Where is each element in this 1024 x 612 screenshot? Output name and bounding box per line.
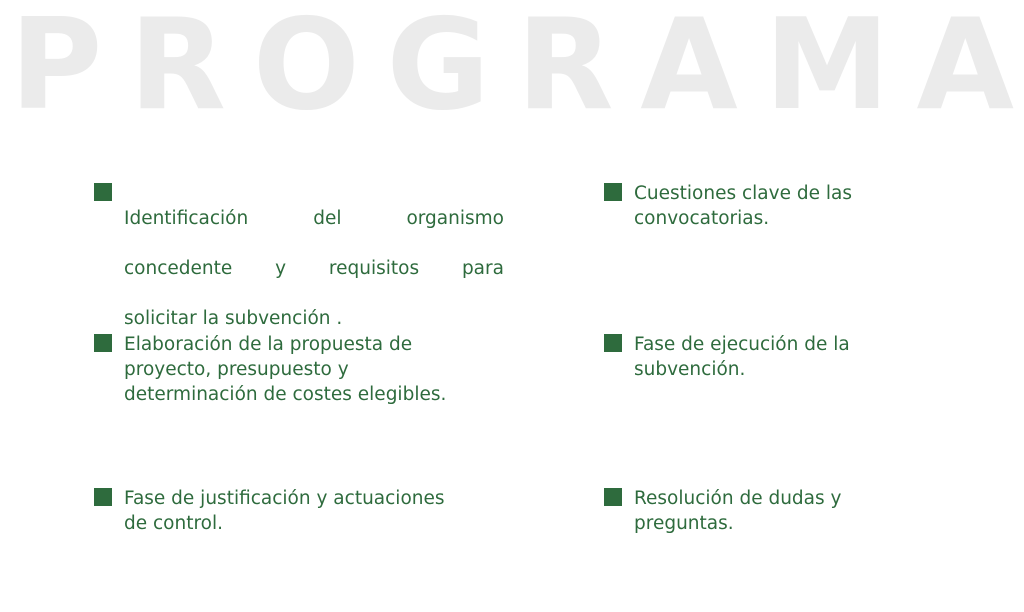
- square-bullet-icon: [94, 488, 112, 506]
- text-line: solicitar la subvención .: [124, 308, 343, 329]
- program-item-3: [94, 332, 446, 407]
- title-letter: R: [129, 0, 227, 138]
- text-line: [124, 256, 504, 281]
- word: requisitos: [328, 258, 420, 279]
- program-item-text: Fase de ejecución de la subvención.: [634, 334, 850, 380]
- word: para: [461, 258, 504, 279]
- title-letter: A: [916, 0, 1014, 138]
- program-item-6: [604, 486, 841, 536]
- program-item-text: Fase de justificación y actuaciones de control.: [124, 488, 445, 534]
- program-item-1: [94, 181, 504, 356]
- page-title: [0, 0, 1024, 138]
- square-bullet-icon: [604, 488, 622, 506]
- square-bullet-icon: [604, 183, 622, 201]
- word: organismo: [406, 208, 504, 229]
- program-item-text: [124, 181, 504, 356]
- title-letter: P: [10, 0, 103, 138]
- title-letter: M: [764, 0, 890, 138]
- program-item-4: [604, 332, 850, 382]
- title-letter: R: [516, 0, 614, 138]
- square-bullet-icon: [94, 334, 112, 352]
- title-letter: O: [252, 0, 360, 138]
- word: Identificación: [124, 208, 249, 229]
- program-item-text: Elaboración de la propuesta de proyecto, presupuesto y determinación de costes elegibles.: [124, 334, 447, 405]
- program-item-2: [604, 181, 852, 231]
- word: concedente: [124, 258, 233, 279]
- word: del: [313, 208, 342, 229]
- program-item-5: [94, 486, 445, 536]
- square-bullet-icon: [604, 334, 622, 352]
- text-line: [124, 206, 504, 231]
- program-item-text: Resolución de dudas y preguntas.: [634, 488, 842, 534]
- word: y: [275, 258, 287, 279]
- title-letter: A: [640, 0, 738, 138]
- title-letter: G: [386, 0, 490, 138]
- program-item-text: Cuestiones clave de las convocatorias.: [634, 183, 852, 229]
- square-bullet-icon: [94, 183, 112, 201]
